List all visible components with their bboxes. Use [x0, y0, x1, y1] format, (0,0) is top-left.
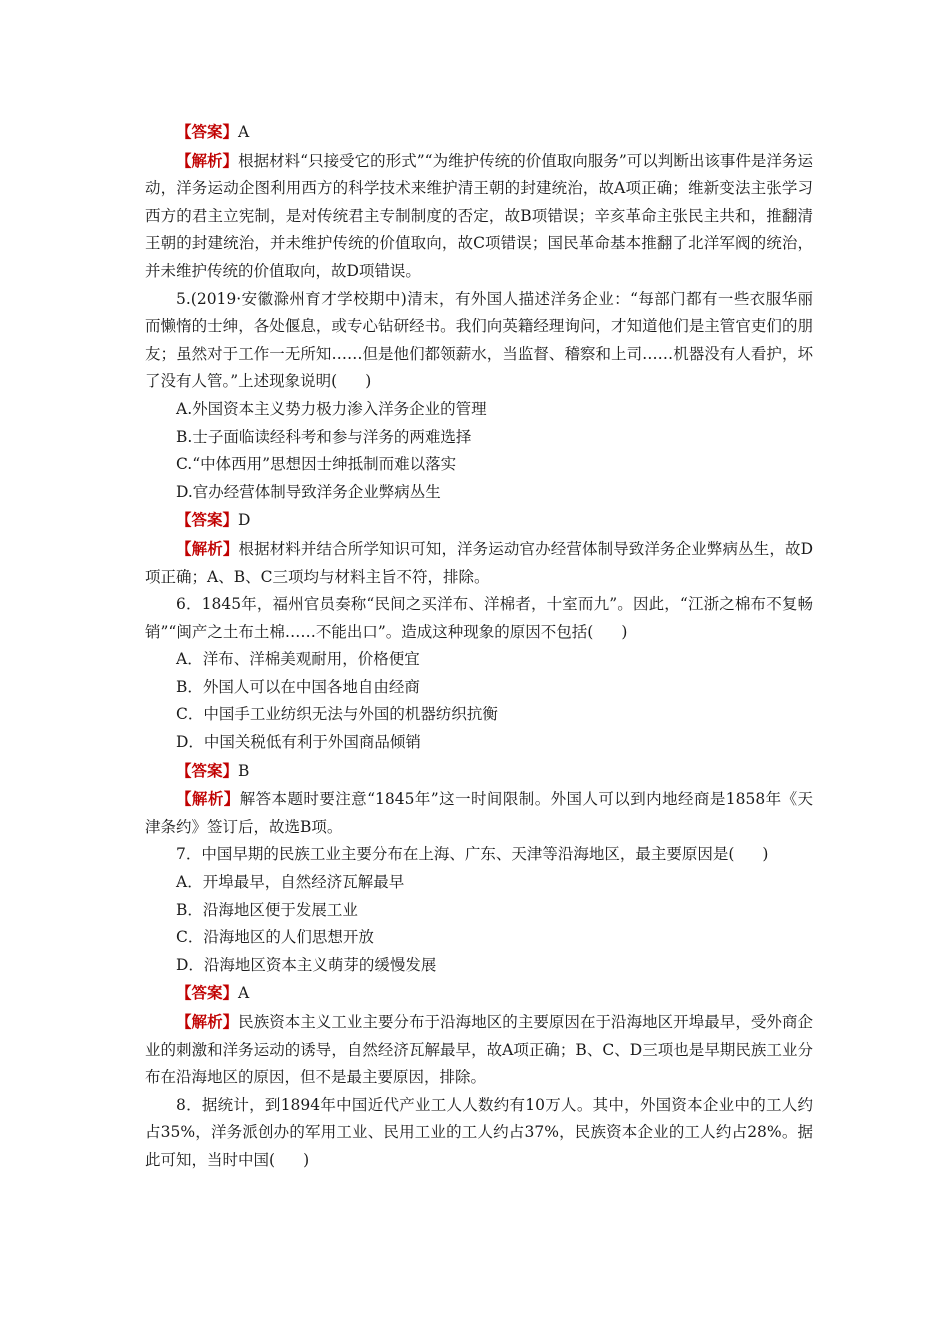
option: B.士子面临读经科考和参与洋务的两难选择 [176, 427, 472, 446]
analysis-text: 根据材料并结合所学知识可知，洋务运动官办经营体制导致洋务企业弊病丛生，故D项正确；A、B、C三项均与材料主旨不符，排除。 [145, 539, 813, 586]
option: A．开埠最早，自然经济瓦解最早 [176, 873, 405, 892]
analysis-paragraph [145, 147, 813, 286]
option: D．中国关税低有利于外国商品倾销 [176, 733, 421, 752]
answer-line [145, 979, 813, 1008]
analysis-tag: 【解析】 [176, 538, 239, 558]
analysis-text: 解答本题时要注意“1845年”这一时间限制。外国人可以到内地经商是1858年《天津条约》签订后，故选B项。 [145, 790, 813, 836]
answer-tag: 【答案】 [176, 983, 239, 1003]
answer-line [145, 757, 813, 786]
answer-tag: 【答案】 [176, 760, 239, 780]
answer-tag: 【答案】 [176, 122, 239, 141]
answer-tag: 【答案】 [176, 510, 239, 530]
answer-blank-paren: ) [303, 1150, 310, 1169]
analysis-tag: 【解析】 [176, 789, 240, 809]
answer-value: A [238, 123, 250, 141]
option: B．沿海地区便于发展工业 [176, 900, 358, 919]
answer-value: B [238, 761, 250, 780]
answer-blank-paren: ) [621, 622, 628, 641]
question-6 [145, 591, 813, 646]
analysis-tag: 【解析】 [176, 1012, 239, 1031]
question-8 [145, 1092, 813, 1175]
analysis-paragraph [145, 785, 813, 841]
option: C．沿海地区的人们思想开放 [176, 928, 374, 947]
answer-value: D [238, 511, 251, 530]
analysis-text: 民族资本主义工业主要分布于沿海地区的主要原因在于沿海地区开埠最早，受外商企业的刺激和洋务运动的诱导，自然经济瓦解最早，故A项正确；B、C、D三项也是早期民族工业分布在沿海地区的原因，但不是最主要原因，排除。 [145, 1013, 813, 1087]
question-text: 8．据统计，到1894年中国近代产业工人人数约有10万人。其中，外国资本企业中的工人约占35%，洋务派创办的军用工业、民用工业的工人约占37%，民族资本企业的工人约占28%。据此可知，当时中国( [145, 1095, 813, 1169]
analysis-paragraph [145, 1008, 813, 1092]
document-page [145, 118, 813, 1175]
option: C．中国手工业纺织无法与外国的机器纺织抗衡 [176, 705, 498, 724]
option: A．洋布、洋棉美观耐用，价格便宜 [176, 650, 420, 669]
option: B．外国人可以在中国各地自由经商 [176, 677, 420, 696]
question-5 [145, 286, 813, 396]
option: D.官办经营体制导致洋务企业弊病丛生 [176, 482, 441, 501]
question-7 [145, 841, 813, 869]
analysis-paragraph [145, 535, 813, 591]
answer-line [145, 118, 813, 147]
answer-line [145, 506, 813, 535]
question-text: 7．中国早期的民族工业主要分布在上海、广东、天津等沿海地区，最主要原因是( [176, 845, 735, 864]
option: D．沿海地区资本主义萌芽的缓慢发展 [176, 955, 437, 974]
answer-value: A [238, 984, 250, 1003]
question-text: 6．1845年，福州官员奏称“民间之买洋布、洋棉者，十室而九”。因此，“江浙之棉布不复畅销”“闽产之土布土棉……不能出口”。造成这种现象的原因不包括( [145, 595, 813, 641]
answer-blank-paren: ) [762, 845, 769, 864]
question-text: 5.(2019·安徽滁州育才学校期中)清末，有外国人描述洋务企业：“每部门都有一些衣服华丽而懒惰的士绅，各处偃息，或专心钻研经书。我们向英籍经理询问，才知道他们是主管官吏们的朋友；虽然对于工作一无所知……但是他们都领薪水，当监督、稽察和上司……机器没有人看护，坏了没有人管。”上述现象说明( [145, 289, 813, 391]
option: A.外国资本主义势力极力渗入洋务企业的管理 [176, 399, 487, 418]
analysis-tag: 【解析】 [176, 150, 239, 170]
option: C.“中体西用”思想因士绅抵制而难以落实 [176, 455, 457, 474]
answer-blank-paren: ) [365, 372, 372, 391]
analysis-text: 根据材料“只接受它的形式”“为维护传统的价值取向服务”可以判断出该事件是洋务运动，洋务运动企图利用西方的科学技术来维护清王朝的封建统治，故A项正确；维新变法主张学习西方的君主立宪制，是对传统君主专制制度的否定，故B项错误；辛亥革命主张民主共和，推翻清王朝的封建统治，并未维护传统的价值取向，故C项错误；国民革命基本推翻了北洋军阀的统治，并未维护传统的价值取向，故D项错误。 [145, 151, 813, 280]
